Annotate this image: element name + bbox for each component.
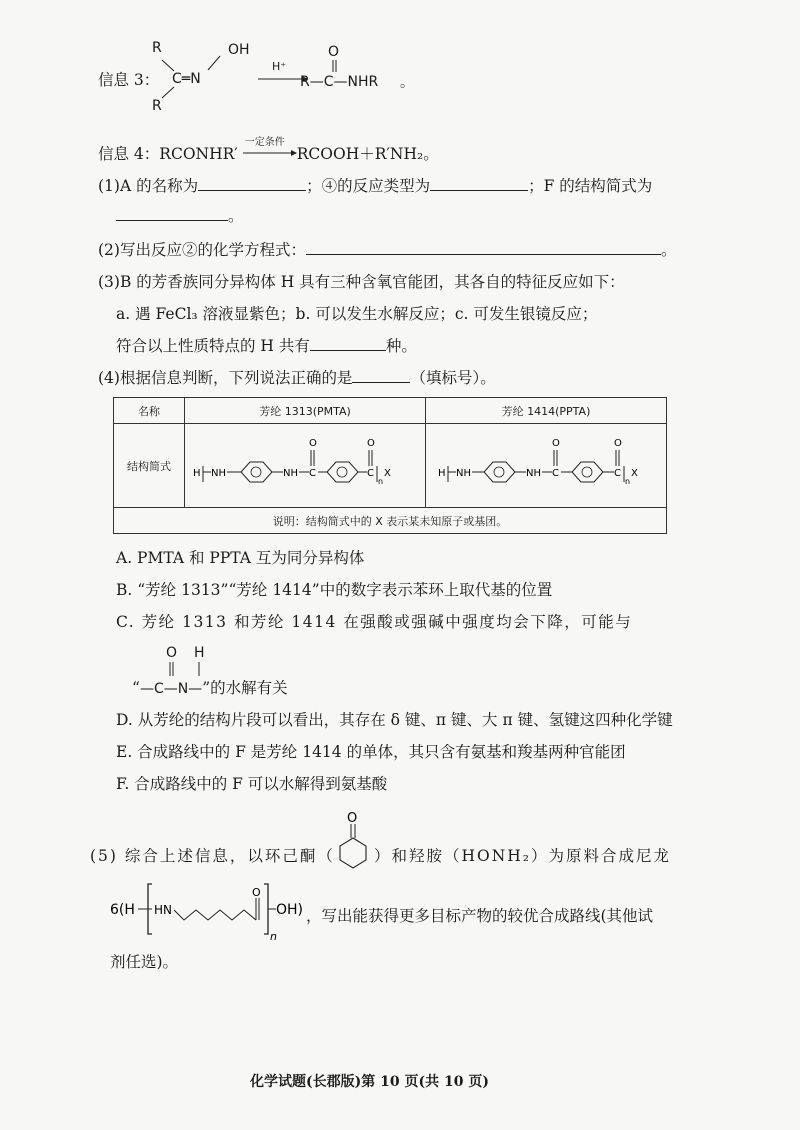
q3-line3b: 种。 [385,337,417,355]
nylon6-hn: HN [154,903,172,917]
info3-o: O [328,44,340,60]
table-header-pmta: 芳纶 1313(PMTA) [185,398,426,424]
info3-carbonyl [330,60,340,74]
info4-reactant: RCONHR′ [159,145,238,163]
info3-catalyst: H⁺ [272,60,287,73]
pmta-c-1: C [309,468,316,479]
q3-blank-count[interactable] [310,336,386,351]
info3-bonds [150,50,250,110]
info3-r-top: R [152,40,162,56]
ppta-n: n [625,477,631,486]
pmta-structure-cell [185,424,426,508]
q5-line1a: (5) 综合上述信息，以环己酮（ [90,847,335,865]
pmta-c-2: C [367,468,374,479]
pmta-o-1: O [309,438,317,449]
q1-line2 [116,206,244,226]
q1-line1 [98,176,652,196]
cyclohexanone-icon [332,808,376,872]
pmta-h: H [193,468,201,479]
option-a: A. PMTA 和 PPTA 互为同分异构体 [116,549,365,567]
ppta-h: H [438,468,446,479]
ppta-c-1: C [552,468,559,479]
pmta-n: n [378,477,384,486]
q4-blank-answer[interactable] [352,368,410,383]
q4-line [98,368,496,388]
option-d: D. 从芳纶的结构片段可以看出，其存在 δ 键、π 键、大 π 键、氢键这四种化学键 [116,711,673,729]
option-c-open-quote: “ [132,679,140,697]
pmta-o-2: O [367,438,375,449]
option-c-o: O [166,645,178,661]
pmta-structure [187,424,423,504]
pmta-x: X [384,468,391,479]
info3-product: R—C—NHR [300,74,379,90]
ppta-o-2: O [614,438,622,449]
nylon6-oh: OH) [276,902,304,918]
info4-label: 信息 4： [98,145,160,163]
info4-products: RCOOH＋R′NH₂。 [296,145,439,163]
info3-end: 。 [400,75,414,91]
q1-blank-a-name[interactable] [198,176,306,191]
option-f: F. 合成路线中的 F 可以水解得到氨基酸 [116,775,388,793]
aramid-table [113,397,667,534]
q1-end: 。 [228,207,244,225]
option-c-h: H [194,645,205,661]
ppta-o-1: O [552,438,560,449]
q4-note: （填标号）。 [410,369,496,387]
q2-end: 。 [660,241,677,259]
option-c-bond-group: —C—N— [139,681,203,697]
info4-condition: 一定条件 [244,137,285,148]
ppta-nh-2: NH [526,468,541,479]
q4-text: (4)根据信息判断，下列说法正确的是 [98,369,353,387]
q1-part1: (1)A 的名称为 [98,177,199,195]
page-footer: 化学试题(长郡版)第 10 页(共 10 页) [250,1074,489,1090]
info3-label: 信息 3： [98,71,160,89]
table-header-ppta: 芳纶 1414(PPTA) [426,398,667,424]
info3-oh: OH [228,42,250,58]
nylon6-structure [110,880,308,944]
q5-line1b: ）和羟胺（HONH₂）为原料合成尼龙 [374,847,672,865]
q3-line2: a. 遇 FeCl₃ 溶液显紫色；b. 可以发生水解反应；c. 可发生银镜反应； [116,305,598,323]
ppta-structure [428,424,664,504]
q2-blank-equation[interactable] [306,240,661,255]
q1-blank-reaction-type[interactable] [430,176,528,191]
table-note: 说明：结构简式中的 X 表示某未知原子或基团。 [114,508,667,534]
info3-r-bottom: R [152,98,162,114]
ppta-c-2: C [614,468,621,479]
info4-line [98,137,439,164]
q3-line1: (3)B 的芳香族同分异构体 H 具有三种含氧官能团，其各自的特征反应如下： [98,273,625,291]
q3-line3 [116,336,417,356]
q2-text: (2)写出反应②的化学方程式： [98,241,306,259]
q2-line [98,240,676,260]
q1-blank-f-structure[interactable] [116,206,228,221]
pmta-nh-1: NH [211,468,226,479]
table-row-label: 结构简式 [114,424,185,508]
nylon6-prefix: 6(H [110,902,135,918]
pmta-nh-2: NH [283,468,298,479]
q5-line3: 剂任选)。 [110,953,179,971]
q3-line3a: 符合以上性质特点的 H 共有 [116,337,310,355]
ppta-nh-1: NH [456,468,471,479]
cyclohexanone-o: O [347,811,358,826]
q5-line2b: ，写出能获得更多目标产物的较优合成路线(其他试 [306,907,654,925]
nylon6-n: n [270,930,277,943]
ppta-structure-cell [426,424,667,508]
nylon6-o: O [252,886,261,899]
q1-part3: ；F 的结构简式为 [528,177,653,195]
option-b: B. “芳纶 1313”“芳纶 1414”中的数字表示苯环上取代基的位置 [116,581,553,599]
table-header-name: 名称 [114,398,185,424]
info4-arrow [243,150,297,160]
option-e: E. 合成路线中的 F 是芳纶 1414 的单体，其只含有氨基和羧基两种官能团 [116,743,626,761]
option-c-line1: C. 芳纶 1313 和芳纶 1414 在强酸或强碱中强度均会下降，可能与 [116,613,633,631]
q1-part2: ；④的反应类型为 [306,177,431,195]
info3-c-eq-n: C═N [172,71,201,87]
option-c-close: ”的水解有关 [202,679,288,697]
option-c-bonds [165,662,205,678]
ppta-x: X [631,468,638,479]
option-c-line2 [132,678,288,699]
